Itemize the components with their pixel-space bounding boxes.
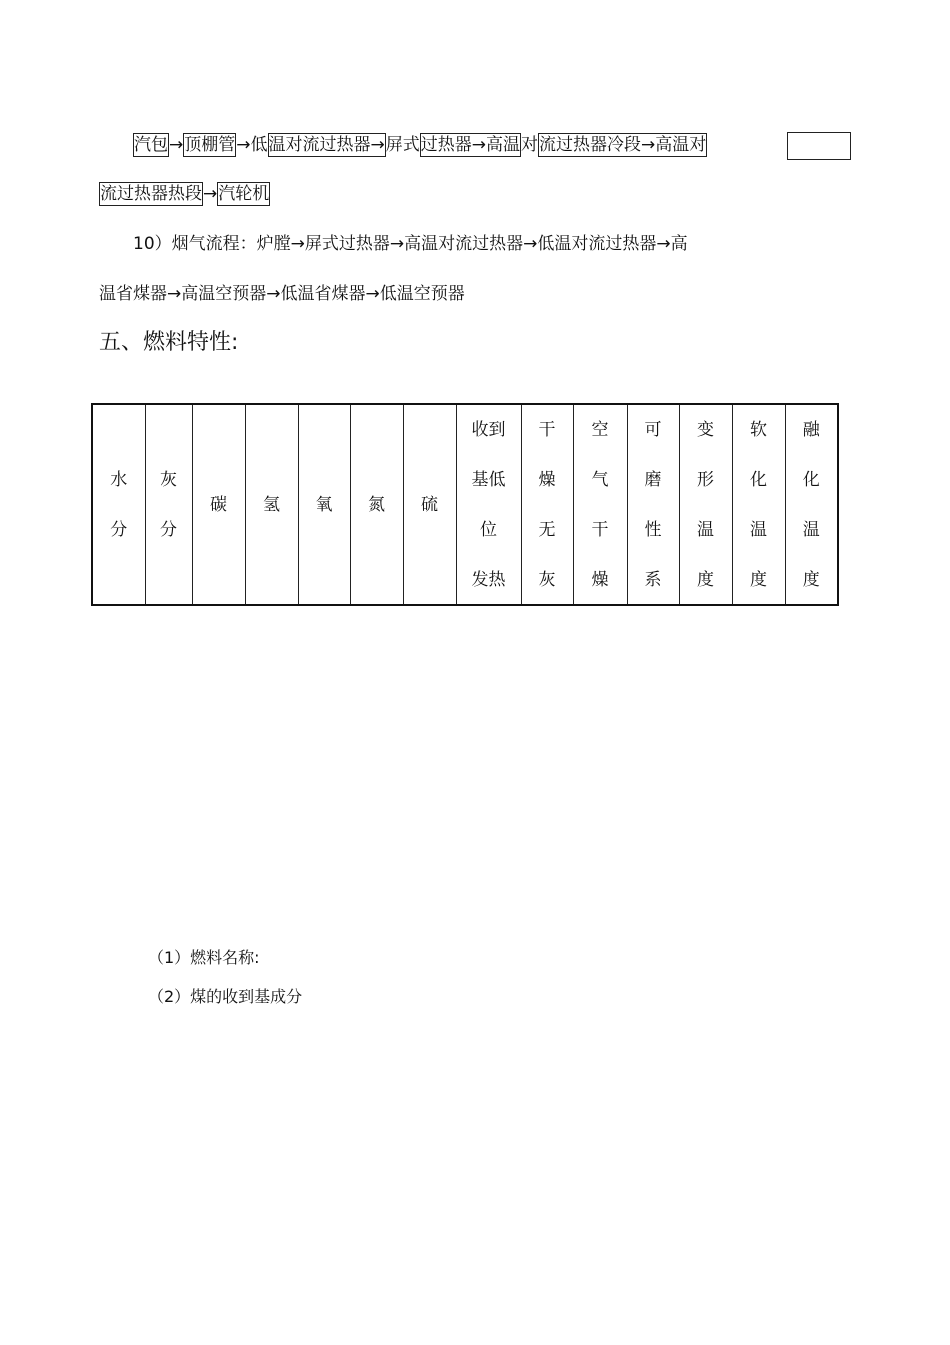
cell-text: 灰 — [160, 469, 177, 490]
cell-text: 可 — [644, 419, 662, 440]
flow-box: 流过热器热段 — [100, 184, 202, 204]
empty-box — [787, 132, 851, 160]
fuel-name-label: （1）燃料名称: — [148, 948, 260, 967]
cell-text: 分 — [110, 519, 128, 540]
flow-box: 过热器→高温 — [420, 135, 520, 155]
cell-text: 燥 — [538, 469, 556, 490]
flow-text: →低 — [236, 135, 268, 155]
cell-text: 变 — [697, 419, 714, 440]
cell-text: 氢 — [263, 494, 280, 515]
flow-arrow: → — [169, 135, 184, 155]
table-row — [92, 404, 838, 605]
coal-composition-label: （2）煤的收到基成分 — [148, 987, 303, 1006]
cell-text: 氧 — [315, 494, 333, 515]
steam-flow-line-2 — [99, 182, 270, 206]
cell-text: 无 — [538, 519, 556, 540]
cell-text: 干 — [538, 419, 556, 440]
cell-text: 硫 — [421, 494, 438, 515]
table-cell — [350, 404, 403, 605]
flow-box: 流过热器冷段→高温对 — [539, 135, 707, 155]
table-cell — [298, 404, 350, 605]
cell-text: 水 — [110, 469, 128, 490]
cell-text: 温 — [802, 519, 820, 540]
cell-text: 度 — [750, 569, 767, 590]
cell-text: 化 — [802, 469, 820, 490]
section-heading: 五、燃料特性: — [99, 330, 239, 355]
cell-text: 磨 — [644, 469, 662, 490]
cell-text: 化 — [750, 469, 767, 490]
cell-text: 软 — [750, 419, 767, 440]
table-cell — [92, 404, 145, 605]
flow-text: 对 — [521, 135, 538, 155]
flue-flow-line-2: 温省煤器→高温空预器→低温省煤器→低温空预器 — [99, 284, 465, 304]
cell-text: 形 — [697, 469, 714, 490]
steam-flow-line-1 — [133, 133, 707, 157]
cell-text: 融 — [802, 419, 820, 440]
flow-box: 顶棚管 — [184, 135, 236, 155]
cell-text: 位 — [480, 519, 497, 540]
cell-text: 氮 — [368, 494, 385, 515]
cell-text: 燥 — [591, 569, 609, 590]
flue-flow-line-1: 10）烟气流程：炉膛→屏式过热器→高温对流过热器→低温对流过热器→高 — [133, 234, 688, 254]
flow-box: 汽包 — [134, 135, 168, 155]
cell-text: 性 — [644, 519, 662, 540]
cell-text: 碳 — [210, 494, 227, 515]
table-cell — [627, 404, 679, 605]
cell-text: 基低 — [471, 469, 506, 490]
table-cell — [245, 404, 298, 605]
cell-text: 系 — [644, 569, 662, 590]
table-cell — [192, 404, 245, 605]
cell-text: 气 — [591, 469, 609, 490]
cell-text: 度 — [697, 569, 714, 590]
cell-text: 收到 — [471, 419, 506, 440]
table-cell — [732, 404, 785, 605]
flow-box: 汽轮机 — [218, 184, 270, 204]
table-cell — [679, 404, 732, 605]
table-cell — [145, 404, 192, 605]
fuel-properties-table — [91, 403, 839, 606]
cell-text: 度 — [802, 569, 820, 590]
table-cell — [785, 404, 838, 605]
cell-text: 发热 — [471, 569, 506, 590]
flow-box: 温对流过热器→ — [268, 135, 385, 155]
cell-text: 干 — [591, 519, 609, 540]
table-cell — [521, 404, 573, 605]
table-cell — [403, 404, 456, 605]
cell-text: 分 — [160, 519, 177, 540]
cell-text: 温 — [697, 519, 714, 540]
cell-text: 灰 — [538, 569, 556, 590]
cell-text: 温 — [750, 519, 767, 540]
flow-arrow: → — [203, 184, 218, 204]
cell-text: 空 — [591, 419, 609, 440]
flow-text: 屏式 — [385, 135, 420, 155]
table-cell — [456, 404, 521, 605]
table-cell — [573, 404, 627, 605]
